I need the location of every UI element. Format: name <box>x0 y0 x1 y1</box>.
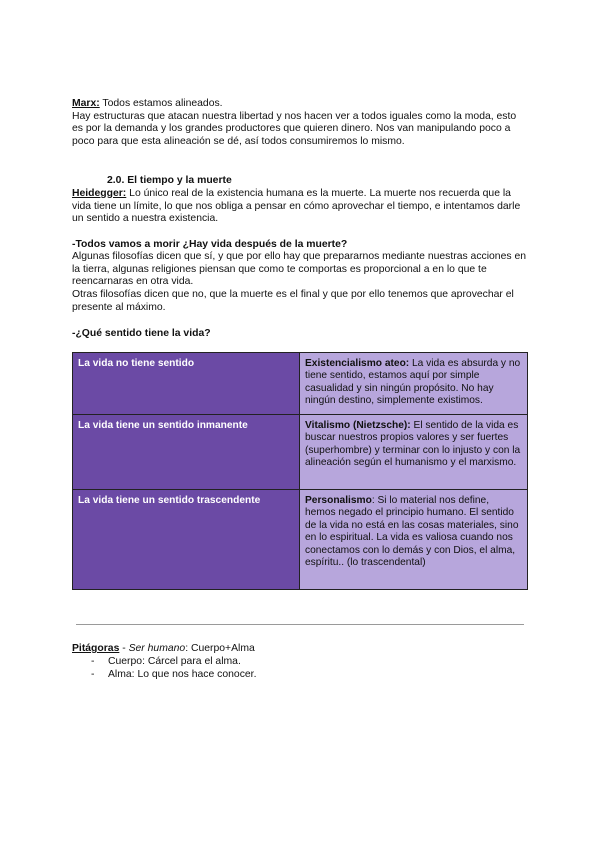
table-cell-description <box>300 415 528 490</box>
table-cell-position: La vida tiene un sentido inmanente <box>73 415 300 490</box>
pitagoras-heading: Pitágoras <box>72 643 120 654</box>
pitagoras-definition: : Cuerpo+Alma <box>185 643 255 654</box>
marx-heading: Marx: <box>72 98 100 109</box>
table-row <box>73 490 528 590</box>
heidegger-body: Lo único real de la existencia humana es la muerte. La muerte nos recuerda que la vida tiene un límite, lo que nos obliga a pensar en cómo aprovechar el tiempo, e intentamos darle un sentido a nuestra existencia. <box>72 188 521 225</box>
death-paragraph-2: Otras filosofías dicen que no, que la muerte es el final y que por ello tenemos que aprovechar el presente al máximo. <box>72 289 514 313</box>
list-item: Alma: Lo que nos hace conocer. <box>108 669 257 680</box>
horizontal-divider <box>76 624 524 625</box>
heidegger-paragraph <box>72 188 528 226</box>
death-paragraph-1: Algunas filosofías dicen que sí, y que por ello hay que prepararnos mediante nuestras acciones en la tierra, algunas religiones piensan que como te comportas es proporcional a en lo que te reencarnaras en otra vida. <box>72 251 527 288</box>
table-cell-position: La vida tiene un sentido trascendente <box>73 490 300 590</box>
heidegger-heading: Heidegger: <box>72 188 127 199</box>
list-bullet: - <box>91 669 95 680</box>
table-row <box>73 353 528 415</box>
cell-title: Vitalismo (Nietzsche): <box>305 420 411 431</box>
list-bullet: - <box>91 656 95 667</box>
pitagoras-term: Ser humano <box>128 643 186 654</box>
section-title: 2.0. El tiempo y la muerte <box>107 175 232 186</box>
cell-body: : Si lo material nos define, hemos negado el principio humano. El sentido de la vida no está en las cosas materiales, sino en lo espiritual. La vida es valiosa cuando nos conectamos con lo demás y con Dios, el alma, espíritu.. (lo trascendental) <box>305 495 519 569</box>
pitagoras-separator: - <box>119 643 129 654</box>
table-cell-position: La vida no tiene sentido <box>73 353 300 415</box>
cell-title: Personalismo <box>305 495 372 506</box>
meaning-table <box>72 352 528 590</box>
cell-title: Existencialismo ateo: <box>305 358 410 369</box>
table-cell-description <box>300 353 528 415</box>
table-row <box>73 415 528 490</box>
marx-body: Hay estructuras que atacan nuestra libertad y nos hacen ver a todos iguales como la moda, esto es por la demanda y los grandes productores que quieren dinero. Nos van manipulando poco a poco para que esta alineación se dé, así todos consumiremos lo mismo. <box>72 110 517 147</box>
cell-body: La vida es absurda y no tiene sentido, estamos aquí por simple casualidad y sin ningún propósito. No hay ningún destino, simplemente existimos. <box>305 358 521 407</box>
marx-lead: Todos estamos alineados. <box>99 98 223 109</box>
table-cell-description <box>300 490 528 590</box>
pitagoras-line <box>72 643 528 656</box>
cell-body: El sentido de la vida es buscar nuestros propios valores y ser fuertes (superhombre) y terminar con lo injusto y con la alineación según el humanismo y el marxismo. <box>305 420 521 469</box>
death-question: -Todos vamos a morir ¿Hay vida después de la muerte? <box>72 239 348 250</box>
list-item: Cuerpo: Cárcel para el alma. <box>108 656 241 667</box>
marx-paragraph <box>72 98 528 148</box>
meaning-question: -¿Qué sentido tiene la vida? <box>72 328 211 339</box>
